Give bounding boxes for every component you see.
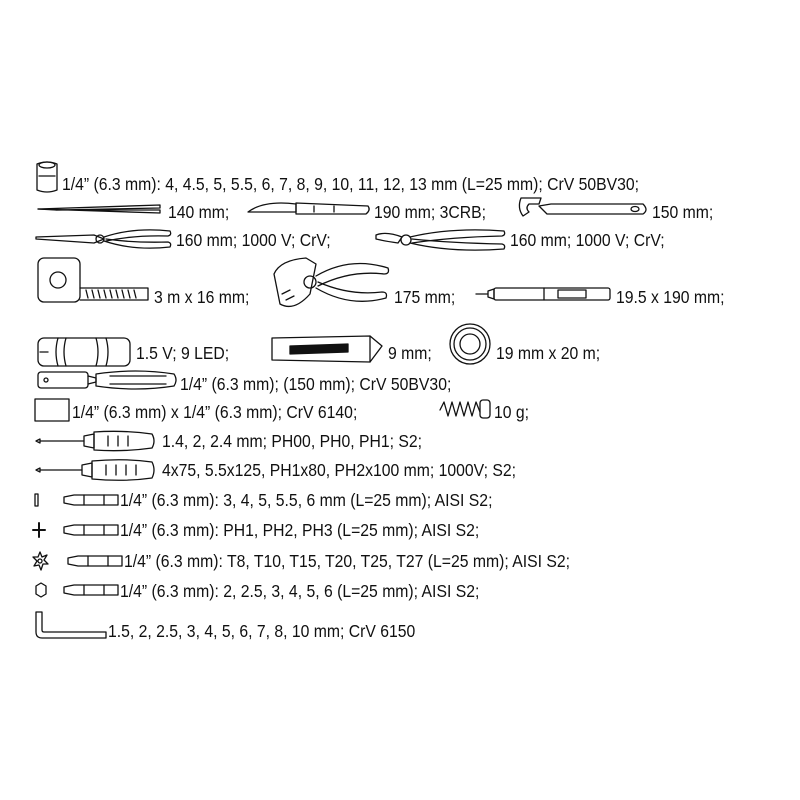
voltage-tester-icon [474,286,614,302]
tape-spec: 3 m x 16 mm; [154,287,250,307]
wire-stripper-icon [270,254,392,316]
solder-spec: 10 g; [494,402,530,422]
solder-wire-icon [438,398,492,420]
hex-key-icon [32,610,108,640]
insulating-tape-icon [448,322,492,366]
bits-hex-spec: 1/4” (6.3 mm): 2, 2.5, 3, 4, 5, 6 (L=25 mm); AISI S2; [120,581,480,601]
tape-measure-icon [36,256,152,306]
insulating-tape-spec: 19 mm x 20 m; [496,343,601,363]
hex-keys-spec: 1.5, 2, 2.5, 3, 4, 5, 6, 7, 8, 10 mm; CrV 6150 [108,621,416,641]
tweezers-icon [36,203,162,215]
screwdrivers-spec: 4x75, 5.5x125, PH1x80, PH2x100 mm; 1000V; S2; [162,460,517,480]
bit-holder-spec: 1/4” (6.3 mm); (150 mm); CrV 50BV30; [180,374,452,394]
sockets-spec: 1/4” (6.3 mm): 4, 4.5, 5, 5.5, 6, 7, 8, 9, 10, 11, 12, 13 mm (L=25 mm); CrV 50BV30; [62,174,640,194]
bit-holder-icon [36,366,178,396]
knife-spec: 190 mm; 3CRB; [374,202,487,222]
flashlight-icon [36,336,134,368]
phillips-bit-icon [32,520,120,540]
bits-flat-spec: 1/4” (6.3 mm): 3, 4, 5, 5.5, 6 mm (L=25 mm); AISI S2; [120,490,493,510]
adapter-icon [34,398,70,422]
tweezers-spec: 140 mm; [168,202,230,222]
bits-torx-spec: 1/4” (6.3 mm): T8, T10, T15, T20, T25, T27 (L=25 mm); AISI S2; [124,551,571,571]
adjustable-wrench-icon [515,194,651,222]
flat-bit-icon [34,490,120,510]
socket-icon [34,160,60,194]
knife-icon [244,198,372,220]
pliers-cut-spec: 160 mm; 1000 V; CrV; [510,230,665,250]
stripper-spec: 175 mm; [394,287,456,307]
wrench-spec: 150 mm; [652,202,714,222]
hex-bit-icon [32,580,120,602]
utility-knife-icon [270,332,386,366]
precision-screwdriver-icon [34,428,156,454]
precision-screwdrivers-spec: 1.4, 2, 2.4 mm; PH00, PH0, PH1; S2; [162,431,423,451]
pliers-long-spec: 160 mm; 1000 V; CrV; [176,230,331,250]
adapter-spec: 1/4” (6.3 mm) x 1/4” (6.3 mm); CrV 6140; [72,402,358,422]
torch-spec: 1.5 V; 9 LED; [136,343,230,363]
tester-spec: 19.5 x 190 mm; [616,287,725,307]
diagonal-cutters-icon [372,225,508,255]
long-nose-pliers-icon [34,225,174,253]
torx-bit-icon [32,550,124,572]
cutter-spec: 9 mm; [388,343,432,363]
screwdriver-icon [34,456,156,484]
bits-phillips-spec: 1/4” (6.3 mm): PH1, PH2, PH3 (L=25 mm); AISI S2; [120,520,480,540]
